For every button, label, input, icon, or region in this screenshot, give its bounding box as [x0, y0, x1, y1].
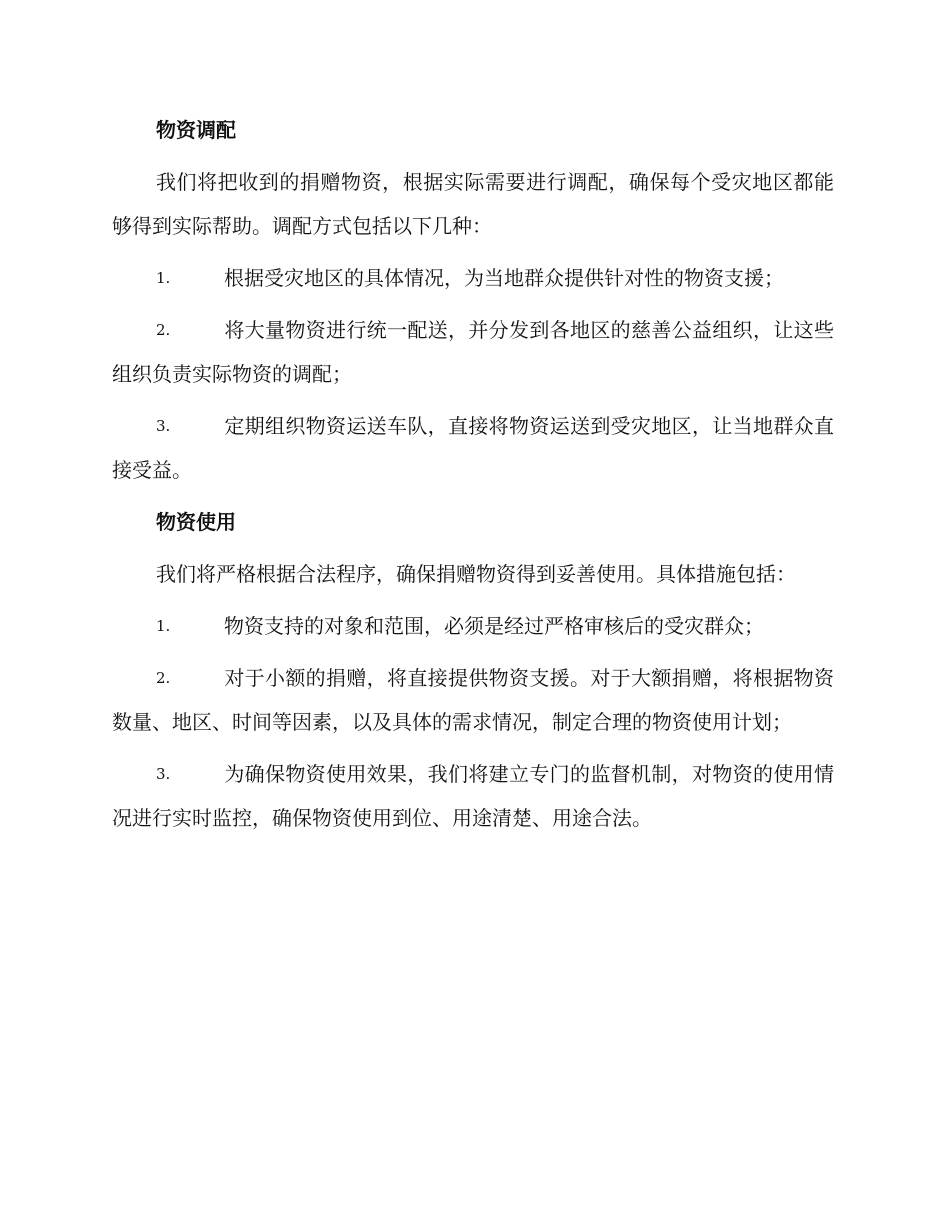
list-item-text: 对于小额的捐赠，将直接提供物资支援。对于大额捐赠，将根据物资数量、地区、时间等因素，以及具体的需求情况，制定合理的物资使用计划； — [112, 666, 834, 734]
list-item — [112, 256, 834, 300]
section-heading-distribution: 物资调配 — [156, 118, 236, 142]
section-intro-usage: 我们将严格根据合法程序，确保捐赠物资得到妥善使用。具体措施包括： — [156, 562, 796, 586]
list-item — [112, 752, 834, 840]
section-heading-usage: 物资使用 — [156, 510, 236, 534]
list-item-text: 物资支持的对象和范围，必须是经过严格审核后的受灾群众； — [224, 614, 764, 638]
list-item — [112, 656, 834, 744]
list-item-number: 2. — [156, 321, 171, 339]
document-page — [112, 108, 834, 848]
list-item-number: 1. — [156, 269, 171, 287]
list-item — [112, 404, 834, 492]
list-item — [112, 604, 834, 648]
list-item-number: 2. — [156, 669, 171, 687]
list-item-number: 3. — [156, 417, 171, 435]
list-item-text: 根据受灾地区的具体情况，为当地群众提供针对性的物资支援； — [224, 266, 784, 290]
list-item-number: 3. — [156, 765, 171, 783]
section-intro-distribution: 我们将把收到的捐赠物资，根据实际需要进行调配，确保每个受灾地区都能够得到实际帮助。调配方式包括以下几种： — [112, 170, 834, 238]
list-item-text: 将大量物资进行统一配送，并分发到各地区的慈善公益组织，让这些组织负责实际物资的调配； — [112, 318, 834, 386]
list-item-text: 为确保物资使用效果，我们将建立专门的监督机制，对物资的使用情况进行实时监控，确保物资使用到位、用途清楚、用途合法。 — [112, 762, 834, 830]
list-item-text: 定期组织物资运送车队，直接将物资运送到受灾地区，让当地群众直接受益。 — [112, 414, 834, 482]
list-item-number: 1. — [156, 617, 171, 635]
list-item — [112, 308, 834, 396]
